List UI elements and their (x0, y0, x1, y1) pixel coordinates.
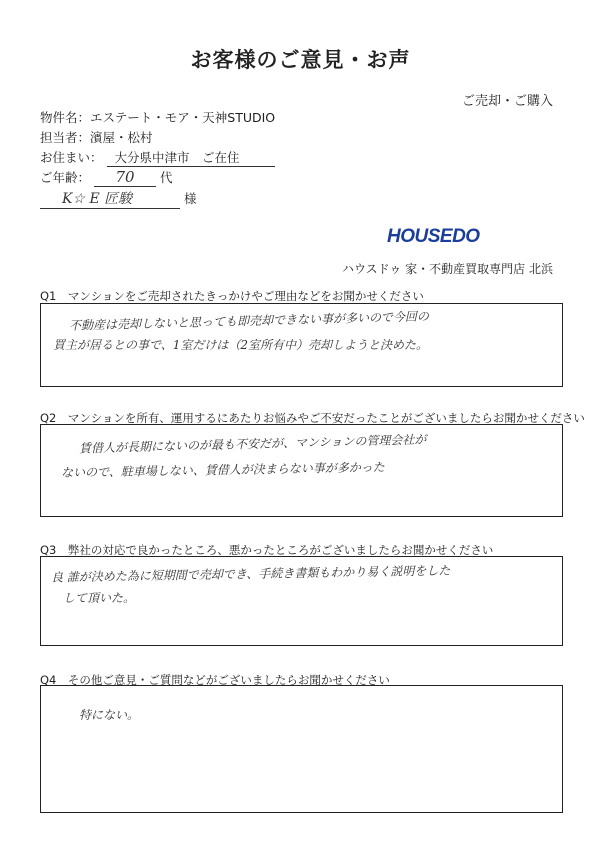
answer-2-line-2: ないので、駐車場しない、賃借人が決まらない事が多かった (60, 460, 385, 480)
staff-label: 担当者： (40, 130, 91, 145)
answer-3-line-1: 良 誰が決めた為に短期間で売却でき、手続き書類もわかり易く説明をした (50, 563, 451, 585)
address-value: 大分県中津市 ご在住 (107, 148, 275, 167)
property-field (40, 108, 275, 126)
housedo-logo (385, 224, 515, 246)
property-value: エステート・モア・天神STUDIO (90, 110, 276, 125)
question-2-label: Q2 マンションを所有、運用するにあたりお悩みやご不安だったことがございましたらお聞かせください (40, 411, 585, 425)
name-suffix: 様 (183, 191, 197, 206)
logo-text: HOUSEDO (387, 226, 480, 246)
answer-2-box (40, 424, 563, 517)
answer-2-line-1: 賃借人が長期にないのが最も不安だが、マンションの管理会社が (78, 432, 427, 456)
age-label: ご年齢： (40, 170, 91, 185)
staff-value: 濱屋・松村 (90, 130, 153, 145)
answer-4-line-1: 特にない。 (79, 708, 140, 722)
answer-4-box (40, 685, 563, 813)
page-title: お客様のご意見・お声 (190, 48, 411, 72)
answer-1-box (40, 303, 563, 387)
form-subtitle: ご売却・ご購入 (461, 94, 553, 109)
question-3-label: Q3 弊社の対応で良かったところ、悪かったところがございましたらお聞かせください (40, 543, 494, 557)
address-field (40, 148, 275, 167)
question-4-label: Q4 その他ご意見・ご質問などがございましたらお聞かせください (40, 673, 390, 687)
answer-1-line-2: 買主が居るとの事で、1室だけは（2室所有中）売却しようと決めた。 (53, 338, 429, 352)
property-label: 物件名： (40, 110, 91, 125)
answer-3-box (40, 556, 563, 646)
store-name: ハウスドゥ 家・不動産買取専門店 北浜 (342, 262, 553, 276)
answer-1-line-1: 不動産は売却しないと思っても即売却できない事が多いので今回の (68, 309, 430, 333)
question-1-label: Q1 マンションをご売却されたきっかけやご理由などをお聞かせください (40, 289, 424, 303)
age-field (40, 168, 173, 187)
age-unit: 代 (159, 170, 173, 185)
customer-name: K☆ E 匠駿 (40, 188, 180, 209)
address-label: お住まい： (40, 150, 103, 165)
name-field (40, 188, 197, 209)
staff-field (40, 128, 153, 146)
age-value: 70 (94, 168, 156, 187)
answer-3-line-2: して頂いた。 (63, 591, 136, 605)
